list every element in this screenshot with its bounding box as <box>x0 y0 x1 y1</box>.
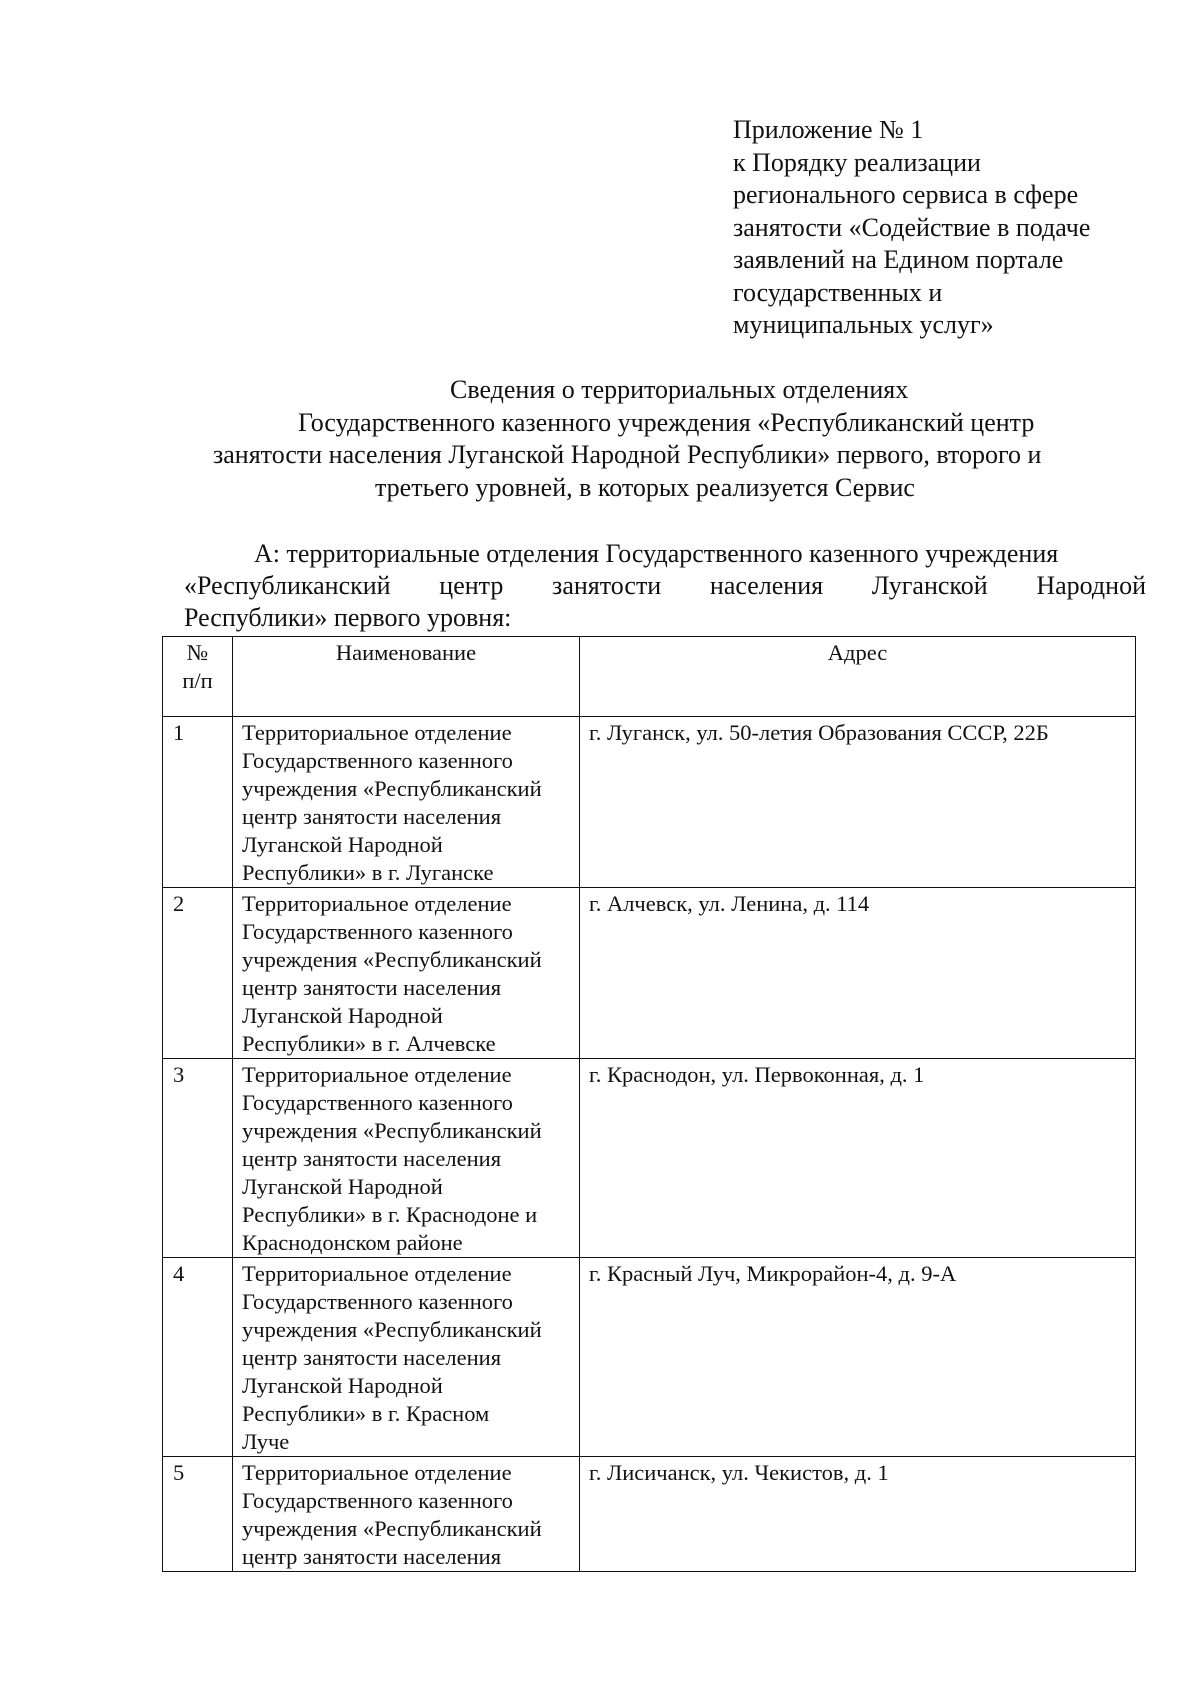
row-name: Территориальное отделение Государственного казенного учреждения «Республиканский центр занятости населения <box>233 1457 580 1572</box>
header-name: Наименование <box>233 637 580 717</box>
intro-word: населения <box>709 571 824 600</box>
table-row <box>163 1457 1136 1572</box>
appendix-line: Приложение № 1 <box>733 115 924 144</box>
row-name: Территориальное отделение Государственного казенного учреждения «Республиканский центр занятости населения Луганской Народной Республики» в г. Краснодоне и Краснодонском районе <box>233 1059 580 1258</box>
appendix-line: занятости «Содействие в подаче <box>733 212 1091 242</box>
intro-word: Народной <box>1036 571 1146 600</box>
header-address: Адрес <box>580 637 1136 717</box>
row-name: Территориальное отделение Государственного казенного учреждения «Республиканский центр занятости населения Луганской Народной Республики» в г. Луганске <box>233 717 580 888</box>
table-row <box>163 717 1136 888</box>
intro-line: А: территориальные отделения Государственного казенного учреждения <box>254 539 1059 568</box>
row-number: 4 <box>163 1258 233 1457</box>
territorial-units-table <box>162 636 1136 1572</box>
intro-line: Республики» первого уровня: <box>184 603 512 632</box>
row-number: 1 <box>163 717 233 888</box>
row-address: г. Алчевск, ул. Ленина, д. 114 <box>580 888 1136 1059</box>
table-row <box>163 888 1136 1059</box>
appendix-line: регионального сервиса в сфере <box>733 180 1079 209</box>
appendix-line: государственных и <box>733 277 943 307</box>
title-line: занятости населения Луганской Народной Республики» первого, второго и <box>213 440 1042 469</box>
row-number: 5 <box>163 1457 233 1572</box>
row-address: г. Краснодон, ул. Первоконная, д. 1 <box>580 1059 1136 1258</box>
intro-word: «Республиканский <box>184 571 391 600</box>
appendix-line: заявлений на Едином портале <box>733 245 1064 274</box>
intro-word: центр <box>439 571 504 600</box>
table-row <box>163 1059 1136 1258</box>
intro-word: занятости <box>552 571 662 600</box>
appendix-line: муниципальных услуг» <box>733 310 994 339</box>
intro-justified-line <box>184 570 1146 602</box>
row-number: 3 <box>163 1059 233 1258</box>
table-header-row <box>163 637 1136 717</box>
row-address: г. Красный Луч, Микрорайон-4, д. 9-А <box>580 1258 1136 1457</box>
title-line: Сведения о территориальных отделениях <box>450 375 909 404</box>
header-number: № п/п <box>163 637 233 717</box>
table-row <box>163 1258 1136 1457</box>
row-address: г. Лисичанск, ул. Чекистов, д. 1 <box>580 1457 1136 1572</box>
row-number: 2 <box>163 888 233 1059</box>
title-line: Государственного казенного учреждения «Республиканский центр <box>298 407 1035 437</box>
appendix-line: к Порядку реализации <box>733 147 981 177</box>
row-name: Территориальное отделение Государственного казенного учреждения «Республиканский центр занятости населения Луганской Народной Республики» в г. Красном Луче <box>233 1258 580 1457</box>
row-address: г. Луганск, ул. 50-летия Образования СССР, 22Б <box>580 717 1136 888</box>
title-line: третьего уровней, в которых реализуется Сервис <box>375 472 915 502</box>
intro-word: Луганской <box>871 571 988 600</box>
section-intro <box>184 538 1146 634</box>
appendix-reference <box>733 114 1173 342</box>
row-name: Территориальное отделение Государственного казенного учреждения «Республиканский центр занятости населения Луганской Народной Республики» в г. Алчевске <box>233 888 580 1059</box>
